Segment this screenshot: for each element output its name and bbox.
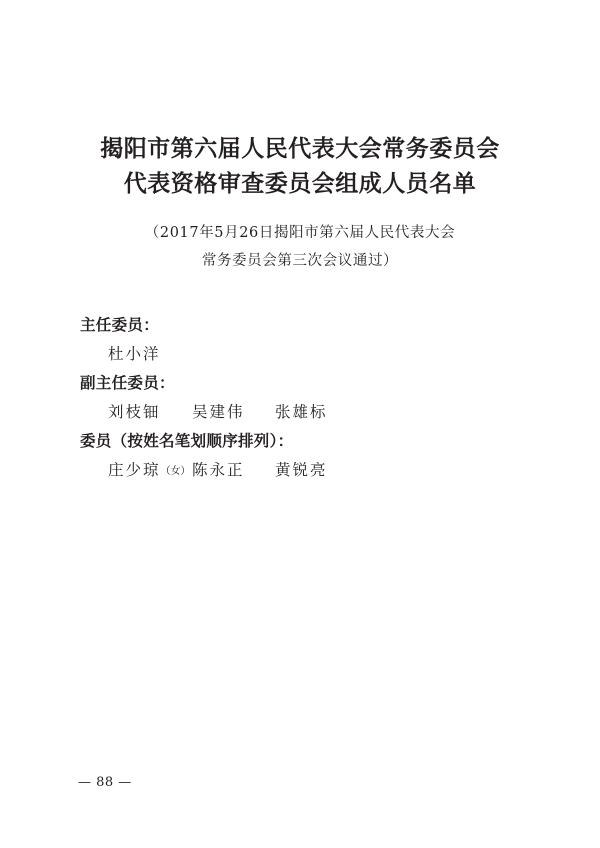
adoption-note-line1: （2017年5月26日揭阳市第六届人民代表大会 <box>144 225 456 241</box>
member-name: 黄锐亮 <box>275 461 328 479</box>
deputy-director-name: 吴建伟 <box>192 403 245 421</box>
deputy-directors-heading: 副主任委员： <box>80 374 175 392</box>
adoption-note-line2: 常务委员会第三次会议通过） <box>201 253 399 269</box>
director-heading: 主任委员： <box>80 316 160 334</box>
deputy-director-name: 刘枝钿 <box>108 403 161 421</box>
page-number: — 88 — <box>78 775 132 790</box>
members-heading: 委员（按姓名笔划顺序排列）： <box>80 432 294 450</box>
director-name: 杜小洋 <box>108 345 161 363</box>
member-name: 庄少琼 <box>108 461 161 479</box>
member-name-entry <box>108 463 191 479</box>
document-title-line2: 代表资格审查委员会组成人员名单 <box>123 170 477 197</box>
deputy-director-name: 张雄标 <box>275 403 328 421</box>
member-name: 陈永正 <box>192 461 245 479</box>
document-title-line1: 揭阳市第六届人民代表大会常务委员会 <box>100 135 500 162</box>
gender-note: （女） <box>160 466 191 477</box>
